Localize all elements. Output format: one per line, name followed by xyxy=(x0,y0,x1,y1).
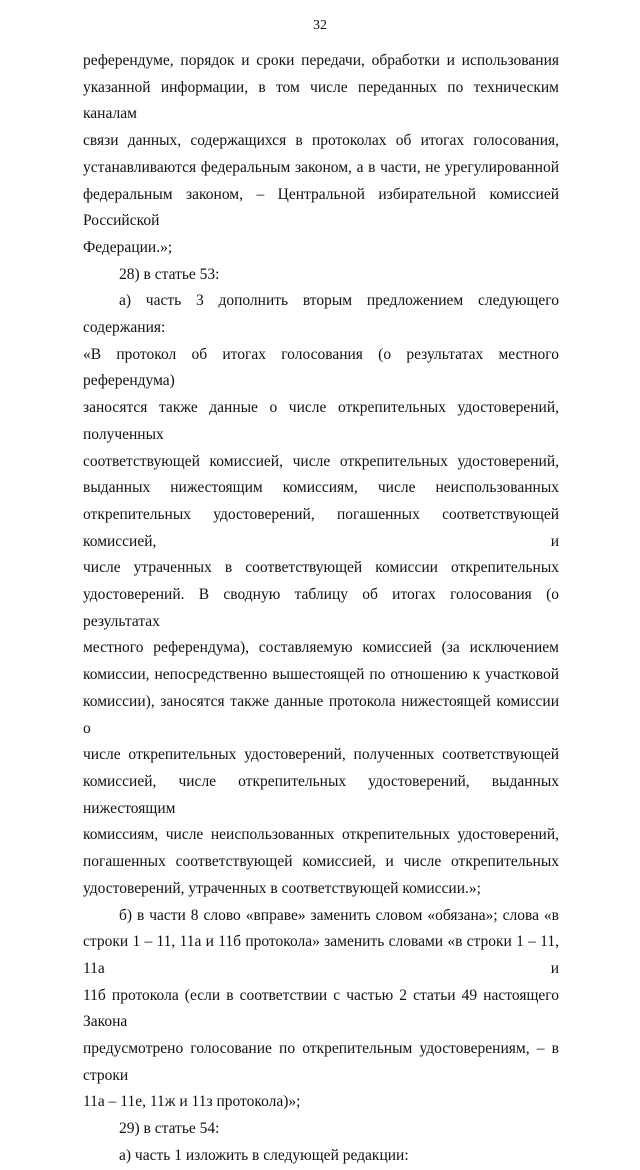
text-line: удостоверений, утраченных в соответствующей комиссии.»; xyxy=(83,879,481,897)
text-line: заносятся также данные о числе открепительных удостоверений, полученных xyxy=(83,399,559,443)
text-line: референдуме, порядок и сроки передачи, обработки и использования xyxy=(83,52,559,69)
text-line: предусмотрено голосование по открепительным удостоверениям, – в строки xyxy=(83,1040,559,1084)
text-line: соответствующей комиссией, числе открепительных удостоверений, xyxy=(83,452,559,470)
text-line: открепительных удостоверений, погашенных соответствующей комиссией, и xyxy=(83,505,559,550)
text-line: а) часть 3 дополнить вторым предложением следующего содержания: xyxy=(83,292,559,337)
text-line: комиссиям, числе неиспользованных открепительных удостоверений, xyxy=(83,826,559,844)
text-line: «В протокол об итогах голосования (о результатах местного референдума) xyxy=(83,345,559,390)
text-line: комиссии, непосредственно вышестоящей по отношению к участковой xyxy=(83,666,559,684)
text-line: удостоверений. В сводную таблицу об итогах голосования (о результатах xyxy=(83,586,559,630)
text-line: выданных нижестоящим комиссиям, числе неиспользованных xyxy=(83,479,559,497)
text-line: 29) в статье 54: xyxy=(119,1120,220,1138)
page-number: 32 xyxy=(313,18,327,33)
text-line: федеральным законом, – Центральной избирательной комиссией Российской xyxy=(83,185,559,230)
document-body xyxy=(83,48,559,1170)
text-line: 28) в статье 53: xyxy=(119,265,220,283)
text-line: указанной информации, в том числе переданных по техническим каналам xyxy=(83,78,559,123)
text-line: связи данных, содержащихся в протоколах об итогах голосования, xyxy=(83,132,559,150)
text-line: комиссии), заносятся также данные протокола нижестоящей комиссии о xyxy=(83,692,559,737)
text-line: 11б протокола (если в соответствии с частью 2 статьи 49 настоящего Закона xyxy=(83,986,559,1031)
text-line: числе утраченных в соответствующей комиссии открепительных xyxy=(83,559,559,577)
text-line: местного референдума), составляемую комиссией (за исключением xyxy=(83,639,559,657)
text-line: 11а – 11е, 11ж и 11з протокола)»; xyxy=(83,1093,301,1111)
text-line: а) часть 1 изложить в следующей редакции: xyxy=(119,1146,409,1164)
text-line: Федерации.»; xyxy=(83,238,173,256)
text-line: числе открепительных удостоверений, полученных соответствующей xyxy=(83,746,559,764)
text-line: устанавливаются федеральным законом, а в части, не урегулированной xyxy=(83,158,559,176)
text-line: строки 1 – 11, 11а и 11б протокола» заменить словами «в строки 1 – 11, 11а и xyxy=(83,933,559,977)
text-line: б) в части 8 слово «вправе» заменить словом «обязана»; слова «в xyxy=(119,906,559,924)
text-line: погашенных соответствующей комиссией, и числе открепительных xyxy=(83,853,559,871)
text-line: комиссией, числе открепительных удостоверений, выданных нижестоящим xyxy=(83,772,559,817)
